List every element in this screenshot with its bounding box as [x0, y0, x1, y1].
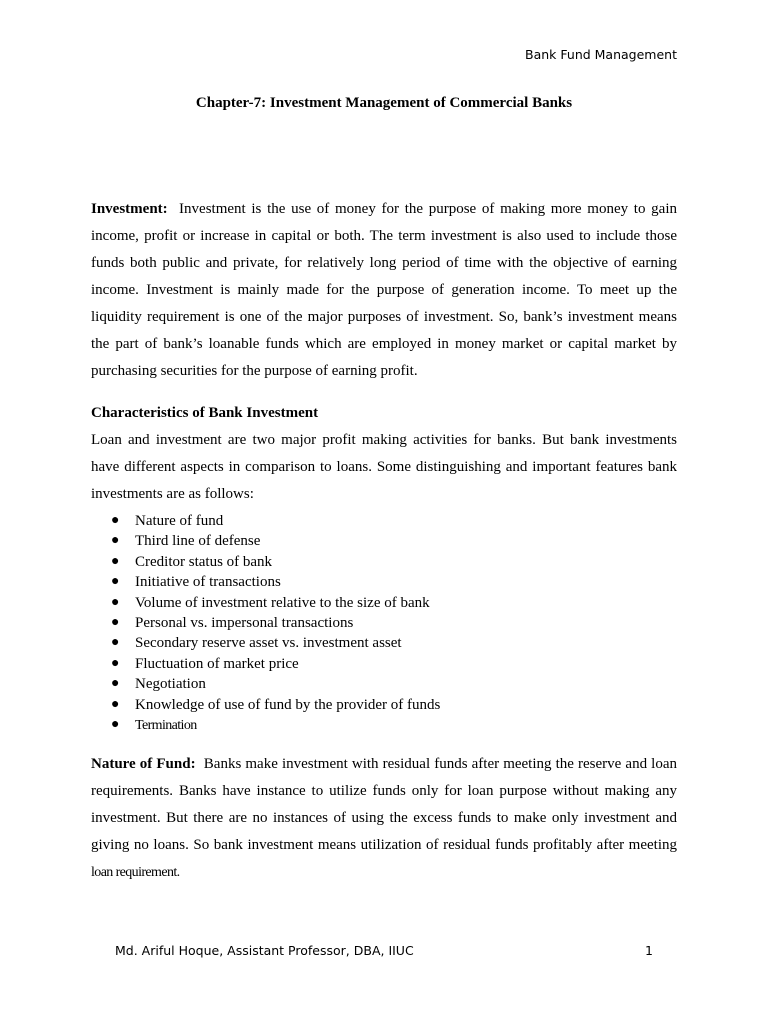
list-item: ● Fluctuation of market price [91, 654, 440, 674]
list-item: ● Initiative of transactions [91, 572, 440, 592]
list-item: ● Nature of fund [91, 511, 440, 531]
list-item: ● Third line of defense [91, 531, 440, 551]
investment-lead: Investment: [91, 201, 168, 217]
list-item: ● Knowledge of use of fund by the provider of funds [91, 695, 440, 715]
list-item: ● Negotiation [91, 674, 440, 694]
page-number: 1 [645, 943, 653, 958]
bullet-icon: ● [111, 553, 120, 569]
footer-author: Md. Ariful Hoque, Assistant Professor, DBA, IIUC [115, 943, 414, 958]
list-item: ● Personal vs. impersonal transactions [91, 613, 440, 633]
list-item: ● Termination [91, 715, 440, 735]
investment-text: Investment is the use of money for the purpose of making more money to gain income, profit or increase in capital or both. The term investment is also used to include those funds both public and private, for relatively long period of time with the objective of earning income. Investment is mainly made for the purpose of generation income. To meet up the liquidity requirement is one of the major purposes of investment. So, bank’s investment means the part of bank’s loanable funds which are employed in money market or capital market by purchasing securities for the purpose of earning profit. [91, 201, 677, 379]
characteristics-intro: Loan and investment are two major profit making activities for banks. But bank investments have different aspects in comparison to loans. Some distinguishing and important features bank investments are as follows: [91, 432, 677, 502]
bullet-icon: ● [111, 635, 120, 651]
list-item: ● Volume of investment relative to the size of bank [91, 593, 440, 613]
features-list [91, 511, 440, 735]
bullet-icon: ● [111, 676, 120, 692]
bullet-icon: ● [111, 696, 120, 712]
list-item: ● Creditor status of bank [91, 552, 440, 572]
bullet-icon: ● [111, 655, 120, 671]
bullet-icon: ● [111, 533, 120, 549]
nature-of-fund-lead: Nature of Fund: [91, 756, 196, 772]
investment-paragraph [91, 196, 677, 385]
chapter-title: Chapter-7: Investment Management of Commercial Banks [195, 95, 573, 111]
list-item: ● Secondary reserve asset vs. investment asset [91, 633, 440, 653]
nature-of-fund-text: Banks make investment with residual funds after meeting the reserve and loan requirements. Banks have instance to utilize funds only for loan purpose without making any investment. But there are no instances of using the excess funds to make only investment and giving no loans. So bank investment means utilization of residual funds profitably after meeting [91, 756, 677, 853]
characteristics-heading: Characteristics of Bank Investment [91, 405, 319, 421]
bullet-icon: ● [111, 594, 120, 610]
bullet-icon: ● [111, 716, 120, 732]
bullet-icon: ● [111, 614, 120, 630]
bullet-icon: ● [111, 574, 120, 590]
bullet-icon: ● [111, 513, 120, 528]
nature-of-fund-paragraph [91, 751, 677, 886]
nature-of-fund-tail: loan requirement. [91, 865, 180, 880]
running-header: Bank Fund Management [525, 47, 677, 62]
